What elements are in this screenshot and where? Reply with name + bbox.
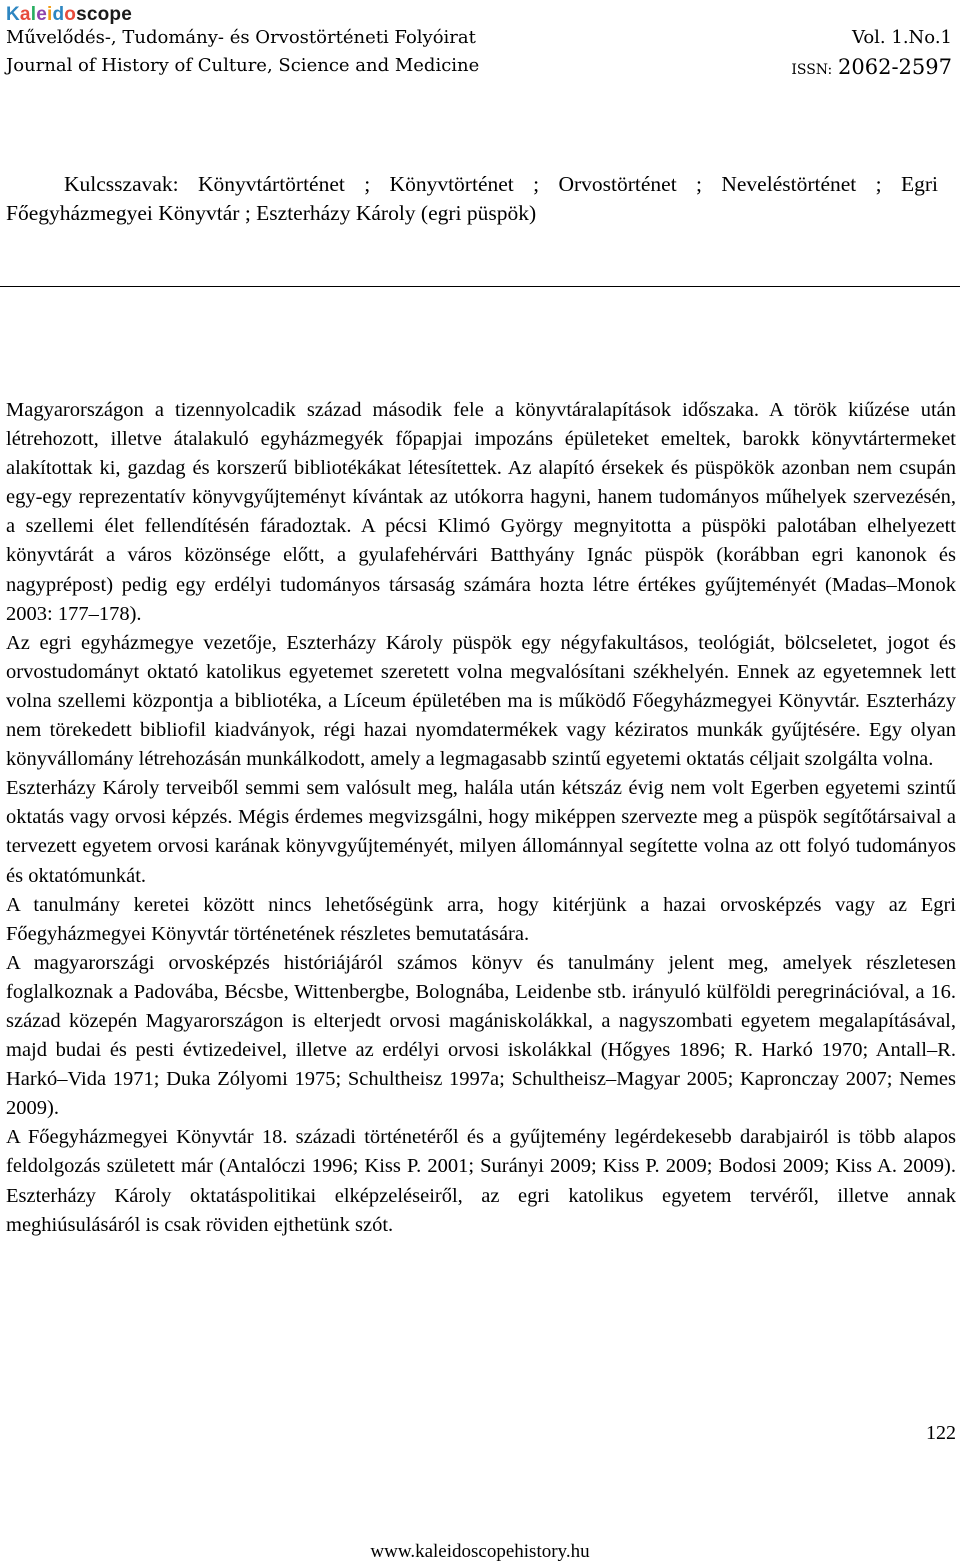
brand-letter: o — [64, 4, 77, 25]
brand-letter: e — [36, 4, 47, 25]
footer-website-link[interactable]: www.kaleidoscopehistory.hu — [370, 1541, 590, 1562]
article-body — [6, 396, 956, 1240]
brand-letter: K — [6, 4, 20, 25]
paragraph: Magyarországon a tizennyolcadik század második fele a könyvtáralapítások időszaka. A török kiűzése után létrehozott, illetve átalakuló egyházmegyék főpapjai impozáns épületeket emeltek, barokk könyvtártermeket alakítottak ki, gazdag és korszerű bibliotékákat létesítettek. Az alapító érsekek és püspökök azonban nem csupán egy-egy reprezentatív könyvgyűjteményt kívántak az utókorra hagyni, hanem tudományos műhelyek szervezésén, a szellemi élet fellendítésén fáradoztak. A pécsi Klimó György megnyitotta a püspöki palotában elhelyezett könyvtárát a város közönsége előtt, a gyulafehérvári Batthyány Ignác püspök (korábban egri kanonok és nagyprépost) pedig egy erdélyi tudományos társaság számára hozta létre értékes gyűjteményét (Madas–Monok 2003: 177–178). — [6, 399, 956, 625]
paragraph: A Főegyházmegyei Könyvtár 18. századi történetéről és a gyűjtemény legérdekesebb darabjairól is több alapos feldolgozás született már (Antalóczi 1996; Kiss P. 2001; Surányi 2009; Kiss P. 2009; Bodosi 2009; Kiss A. 2009). Eszterházy Károly oktatáspolitikai elképzeléseiről, az egri katolikus egyetem tervéről, illetve annak meghiúsulásáról is csak röviden ejthetünk szót. — [6, 1126, 956, 1236]
journal-title-hungarian: Művelődés-, Tudomány- és Orvostörténeti Folyóirat — [6, 27, 476, 48]
journal-brand-logo — [6, 4, 132, 26]
keywords: Kulcsszavak: Könyvtártörténet ; Könyvtörténet ; Orvostörténet ; Neveléstörténet ; Egri Főegyházmegyei Könyvtár ; Eszterházy Károly (egri püspök) — [6, 172, 938, 225]
paragraph: Eszterházy Károly terveiből semmi sem valósult meg, halála után kétszáz évig nem volt Egerben egyetemi szintű oktatás vagy orvosi képzés. Mégis érdemes megvizsgálni, hogy miképpen szervezte meg a püspök segítőtársaival a tervezett egyetem orvosi karának könyvgyűjteményét, milyen állománnyal segítette volna az ott folyó tudományos és oktatómunkát. — [6, 777, 956, 887]
brand-letter: i — [46, 4, 53, 25]
section-divider — [0, 286, 960, 287]
paragraph: Az egri egyházmegye vezetője, Eszterházy Károly püspök egy négyfakultásos, teológiát, bölcseletet, jogot és orvostudományt oktató katolikus egyetemet szeretett volna megvalósítani székhelyén. Ennek az egyetemnek lett volna szellemi központja a bibliotéka, a Líceum épületében ma is működő Főegyházmegyei Könyvtár. Eszterházy nem törekedett bibliofil kiadványok, régi hazai nyomdatermékek vagy kéziratos munkák gyűjtésére. Egy olyan könyvállomány létrehozásán munkálkodott, amely a legmagasabb szintű egyetemi oktatás céljait szolgálta volna. — [6, 631, 956, 771]
page-number: 122 — [926, 1422, 956, 1444]
issn-label: ISSN: — [791, 62, 833, 78]
brand-letter: l — [30, 4, 37, 25]
brand-letter: scope — [76, 4, 132, 25]
brand-letter: a — [19, 4, 31, 25]
journal-title-english: Journal of History of Culture, Science and Medicine — [6, 55, 480, 76]
issn-value: 2062-2597 — [838, 55, 952, 79]
issn — [791, 55, 952, 79]
paragraph: A magyarországi orvosképzés históriájáról számos könyv és tanulmány jelent meg, amelyek részletesen foglalkoznak a Padovába, Bécsbe, Wittenbergbe, Bolognába, Leidenbe stb. irányuló külföldi peregrinációval, a 16. század közepén Magyarországon is elterjedt orvosi magániskolákkal, a nagyszombati egyetem megalapításával, majd budai és pesti évtizedeivel, illetve az erdélyi orvosi iskolákkal (Hőgyes 1896; R. Harkó 1970; Antall–R. Harkó–Vida 1971; Duka Zólyomi 1975; Schultheisz 1997a; Schultheisz–Magyar 2005; Kapronczay 2007; Nemes 2009). — [6, 951, 956, 1120]
brand-letter: d — [52, 4, 65, 25]
volume-number: Vol. 1.No.1 — [851, 27, 952, 48]
paragraph: A tanulmány keretei között nincs lehetőségünk arra, hogy kitérjünk a hazai orvosképzés vagy az Egri Főegyházmegyei Könyvtár történetének részletes bemutatására. — [6, 893, 956, 945]
